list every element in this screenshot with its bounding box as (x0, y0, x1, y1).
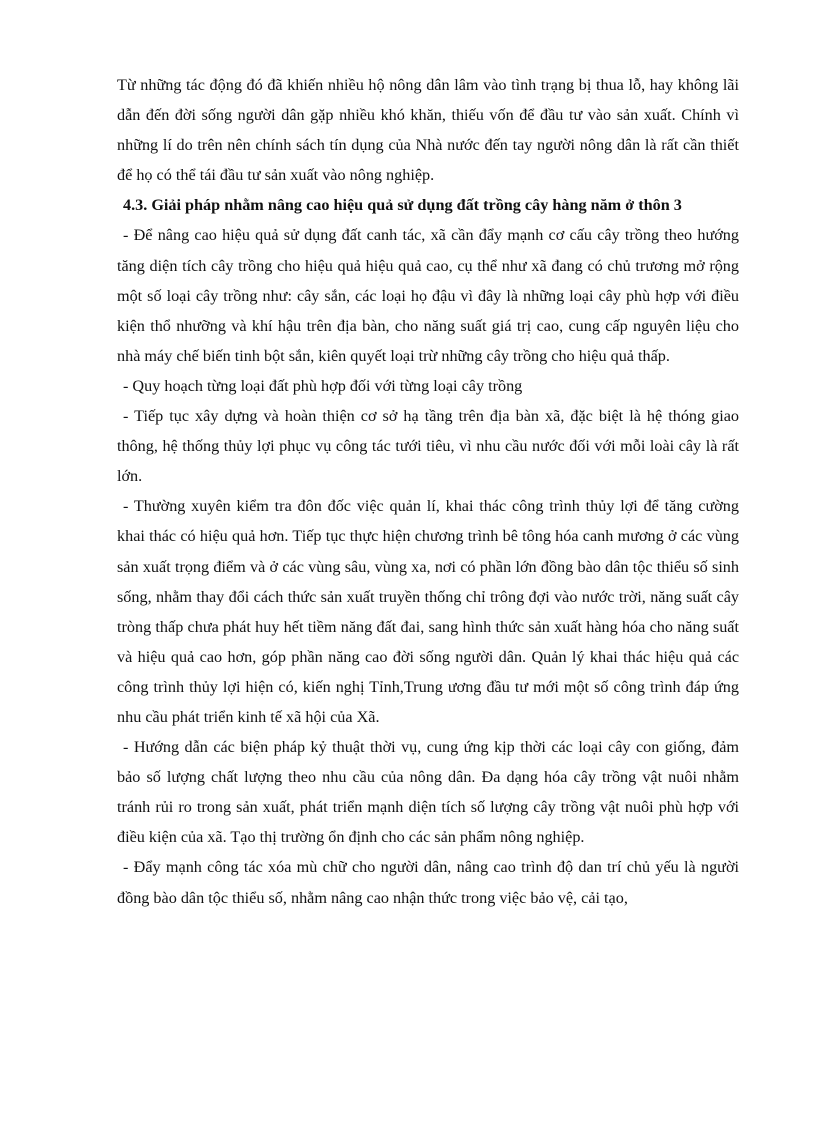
solution-item-3: - Tiếp tục xây dựng và hoàn thiện cơ sở hạ tầng trên địa bàn xã, đặc biệt là hệ thóng giao thông, hệ thống thủy lợi phục vụ công tác tưới tiêu, vì nhu cầu nước đối với mỗi loài cây là rất lớn. (117, 407, 739, 486)
solution-item-1: - Để nâng cao hiệu quả sử dụng đất canh tác, xã cần đẩy mạnh cơ cấu cây trồng theo hướng tăng diện tích cây trồng cho hiệu quả hiệu quả cao, cụ thể như xã đang có chủ trương mở rộng một số loại cây trồng như: cây sắn, các loại họ đậu vì đây là những loại cây phù hợp với điều kiện thổ nhưỡng và khí hậu trên địa bàn, cho năng suất giá trị cao, cung cấp nguyên liệu cho nhà máy chế biến tinh bột sắn, kiên quyết loại trừ những cây trồng cho hiệu quả thấp. (117, 226, 739, 365)
solution-item-6: - Đẩy mạnh công tác xóa mù chữ cho người dân, nâng cao trình độ dan trí chủ yếu là người đồng bào dân tộc thiểu số, nhằm nâng cao nhận thức trong việc bảo vệ, cải tạo, (117, 858, 739, 907)
document-page (117, 70, 739, 913)
solution-item-2: - Quy hoạch từng loại đất phù hợp đối với từng loại cây trồng (123, 376, 523, 395)
solution-item-5: - Hướng dẫn các biện pháp kỷ thuật thời vụ, cung ứng kịp thời các loại cây con giống, đảm bảo số lượng chất lượng theo nhu cầu của nông dân. Đa dạng hóa cây trồng vật nuôi nhằm tránh rủi ro trong sản xuất, phát triển mạnh diện tích số lượng cây trồng vật nuôi phù hợp với điều kiện của xã. Tạo thị trường ổn định cho các sản phẩm nông nghiệp. (117, 738, 739, 847)
solution-item-4: - Thường xuyên kiểm tra đôn đốc việc quản lí, khai thác công trình thủy lợi để tăng cường khai thác có hiệu quả hơn. Tiếp tục thực hiện chương trình bê tông hóa canh mương ở các vùng sản xuất trọng điểm và ở các vùng sâu, vùng xa, nơi có phần lớn đồng bào dân tộc thiểu số sinh sống, nhằm thay đổi cách thức sản xuất truyền thống chỉ trông đợi vào nước trời, năng suất cây tròng thấp chưa phát huy hết tiềm năng đất đai, sang hình thức sản xuất hàng hóa cho năng suất và hiệu quả cao hơn, góp phần năng cao đời sống người dân. Quản lý khai thác hiệu quả các công trình thủy lợi hiện có, kiến nghị Tỉnh,Trung ương đầu tư mới một số công trình đáp ứng nhu cầu phát triển kinh tế xã hội của Xã. (117, 497, 739, 726)
section-heading: 4.3. Giải pháp nhằm nâng cao hiệu quả sử dụng đất trồng cây hàng năm ở thôn 3 (123, 196, 682, 215)
intro-paragraph: Từ những tác động đó đã khiến nhiều hộ nông dân lâm vào tình trạng bị thua lỗ, hay không lãi dẫn đến đời sống người dân gặp nhiều khó khăn, thiếu vốn để đầu tư vào sản xuất. Chính vì những lí do trên nên chính sách tín dụng của Nhà nước đến tay người nông dân là rất cần thiết để họ có thể tái đầu tư sản xuất vào nông nghiệp. (117, 76, 739, 185)
